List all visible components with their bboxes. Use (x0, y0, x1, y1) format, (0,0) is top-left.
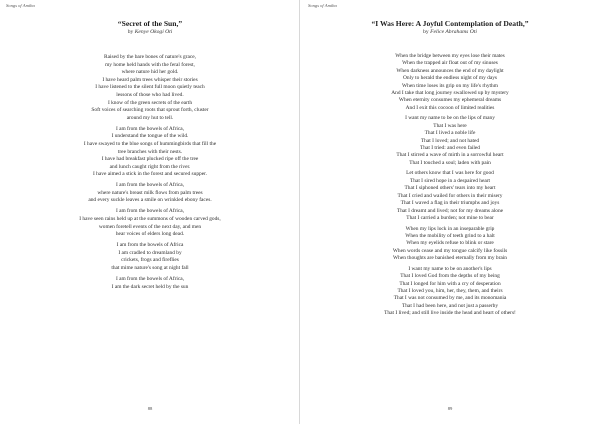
poem-line: When my eyelids refuse to blink or stare (406, 240, 494, 247)
byline-by: by (127, 29, 134, 35)
poem-line: Raised by the bare bones of nature's grace, (104, 54, 196, 60)
poem-line: where nature hid her gold. (121, 69, 179, 76)
poem-line: I understand the tongue of the wild. (111, 133, 189, 140)
poem-line: And I exit this cocoon of limited realities (405, 104, 495, 111)
poem-title: “Secret of the Sun,” (117, 19, 183, 28)
poem-line: That I loved; and not hated (420, 137, 480, 144)
poem-line: that mime nature's song at night fall (111, 265, 189, 271)
poem-line: I am from the bowels of Africa, (115, 125, 185, 132)
poem-line: I am from the bowels of Africa, (115, 275, 185, 282)
poem-line: When the mobility of teeth grind to a halt (405, 232, 495, 239)
poem-line: That I siphoned others' tears into my heart (404, 185, 496, 192)
poem-line: tree branches with their nests. (117, 148, 183, 155)
poem-line: I have had breakfast plucked ripe off the tree (101, 156, 199, 163)
poem-line: That I stirred a wave of mirth in a sorrowful heart (396, 152, 504, 159)
poem-line: I have aimed a stick in the forest and secured supper. (93, 171, 207, 178)
poem-line: I am from the bowels of Africa (116, 242, 184, 249)
poem-line: I have heard palm trees whisper their stories (102, 76, 198, 83)
poem-line: and every suckle leaves a smile on wrinkled ebony faces. (88, 197, 212, 204)
right-page (300, 0, 600, 424)
poem-line: hear voices of elders long dead. (115, 231, 185, 238)
poem-line: And I take that long journey swallowed up by mystery (391, 90, 509, 97)
poem-line: That I lived; and still live inside the head and heart of others! (384, 310, 516, 317)
poem-line: That I longed for him with a cry of desperation (399, 280, 501, 287)
byline-by: by (423, 29, 429, 35)
poem-author: Kenye Okogi Oti (134, 29, 173, 35)
poem-line: That I waved a flag in their triumphs and joys (400, 200, 500, 207)
poem-byline (0, 29, 300, 35)
poem-line: That I sired hope in a despaired heart (409, 177, 491, 184)
poem-line: When words cease and my tongue calcify like fossils (392, 247, 508, 254)
poem-line: crickets, frogs and fireflies (121, 257, 179, 264)
poem-byline (300, 29, 600, 35)
poem-line: That I had been here, and not just a passerby (401, 302, 499, 309)
poem-title: “I Was Here: A Joyful Contemplation of Death,” (371, 19, 529, 28)
poem-line: When the trapped air float out of my sinuses (402, 60, 498, 67)
stanza (300, 226, 600, 263)
poem-line: When darkness announces the end of my daylight (396, 67, 504, 74)
poem-line: Soft voices of searching roots that sprout forth, cluster (91, 107, 209, 114)
poem-line: and lunch caught right from the river. (109, 163, 191, 170)
poem-line: That I loved you, him, her, they, them, and theirs (397, 287, 503, 294)
poem-line: When the bridge between my eyes lose their mates (395, 53, 505, 59)
poem-line: That I touched a soul; laden with pain (409, 159, 491, 166)
poem-line: Let others know that I was here for good (406, 170, 494, 177)
poem-line: where nature's breast milk flows from palm trees (97, 189, 203, 196)
poem-line: I am cradled to dreamland by (118, 249, 182, 256)
poem-line: around my hut to tell. (126, 114, 174, 121)
poem-line: I want my name to be on another's lips (408, 265, 492, 272)
poem-line: That I was here (433, 122, 467, 129)
poem-line: That I loved God from the depths of my being (400, 273, 500, 280)
stanza (0, 126, 300, 179)
page-number: 89 (447, 406, 453, 411)
stanza (0, 54, 300, 122)
stanza (300, 115, 600, 167)
poem-line: I am from the bowels of Africa, (115, 208, 185, 215)
running-head: Songs of Amiba (308, 3, 337, 8)
stanza (0, 182, 300, 205)
poem-line: I have seen rains held up at the summons of wooden carved gods, (79, 216, 221, 223)
poem-line: I know of the green secrets of the earth (107, 99, 193, 106)
poem-line: When time loses its grip on my life's rhythm (402, 82, 498, 89)
poem-line: women foretell events of the next day, and men (98, 223, 202, 230)
poem-line: When my lips lock in an inseparable grip (405, 225, 495, 232)
poem-line: I am the dark secret held by the sun (111, 283, 189, 290)
poem-line: That I carried a burden; not mine to bear (406, 214, 494, 221)
stanza (300, 266, 600, 318)
poem-line: That I lived a noble life (424, 130, 476, 137)
poem-line: Only to herald the endless night of my days (402, 75, 498, 82)
page-number: 88 (147, 406, 153, 411)
stanza (0, 276, 300, 291)
running-head: Songs of Amiba (6, 3, 35, 8)
poem-body (0, 54, 300, 295)
poem-line: I have swayed to the blue songs of hummingbirds that fill the (83, 140, 217, 147)
poem-line: my home held hands with the feral forest, (105, 61, 195, 68)
stanza (0, 208, 300, 238)
poem-line: When eternity consumes my ephemeral dreams (398, 97, 502, 104)
stanza (300, 170, 600, 222)
poem-line: That I was not consumed by me, and its monomania (393, 295, 507, 302)
poem-line: I am from the bowels of Africa, (115, 182, 185, 189)
poem-line: lessons of those who had lived. (116, 91, 184, 98)
stanza (0, 242, 300, 272)
stanza (300, 53, 600, 112)
poem-author: Felice Abrahams Oti (430, 29, 477, 35)
poem-line: When thoughts are banished eternally from my brain (393, 255, 507, 262)
poem-line: I have listened to the silent full moon quietly teach (95, 84, 205, 91)
poem-line: That I tried: and even failed (419, 145, 481, 152)
poem-body (300, 53, 600, 321)
poem-line: That I dreamt and lived; not for my dreams alone (396, 207, 504, 214)
poem-line: That I cried and wailed for others in their misery (397, 192, 503, 199)
poem-line: I want my name to be on the lips of many (405, 115, 495, 122)
